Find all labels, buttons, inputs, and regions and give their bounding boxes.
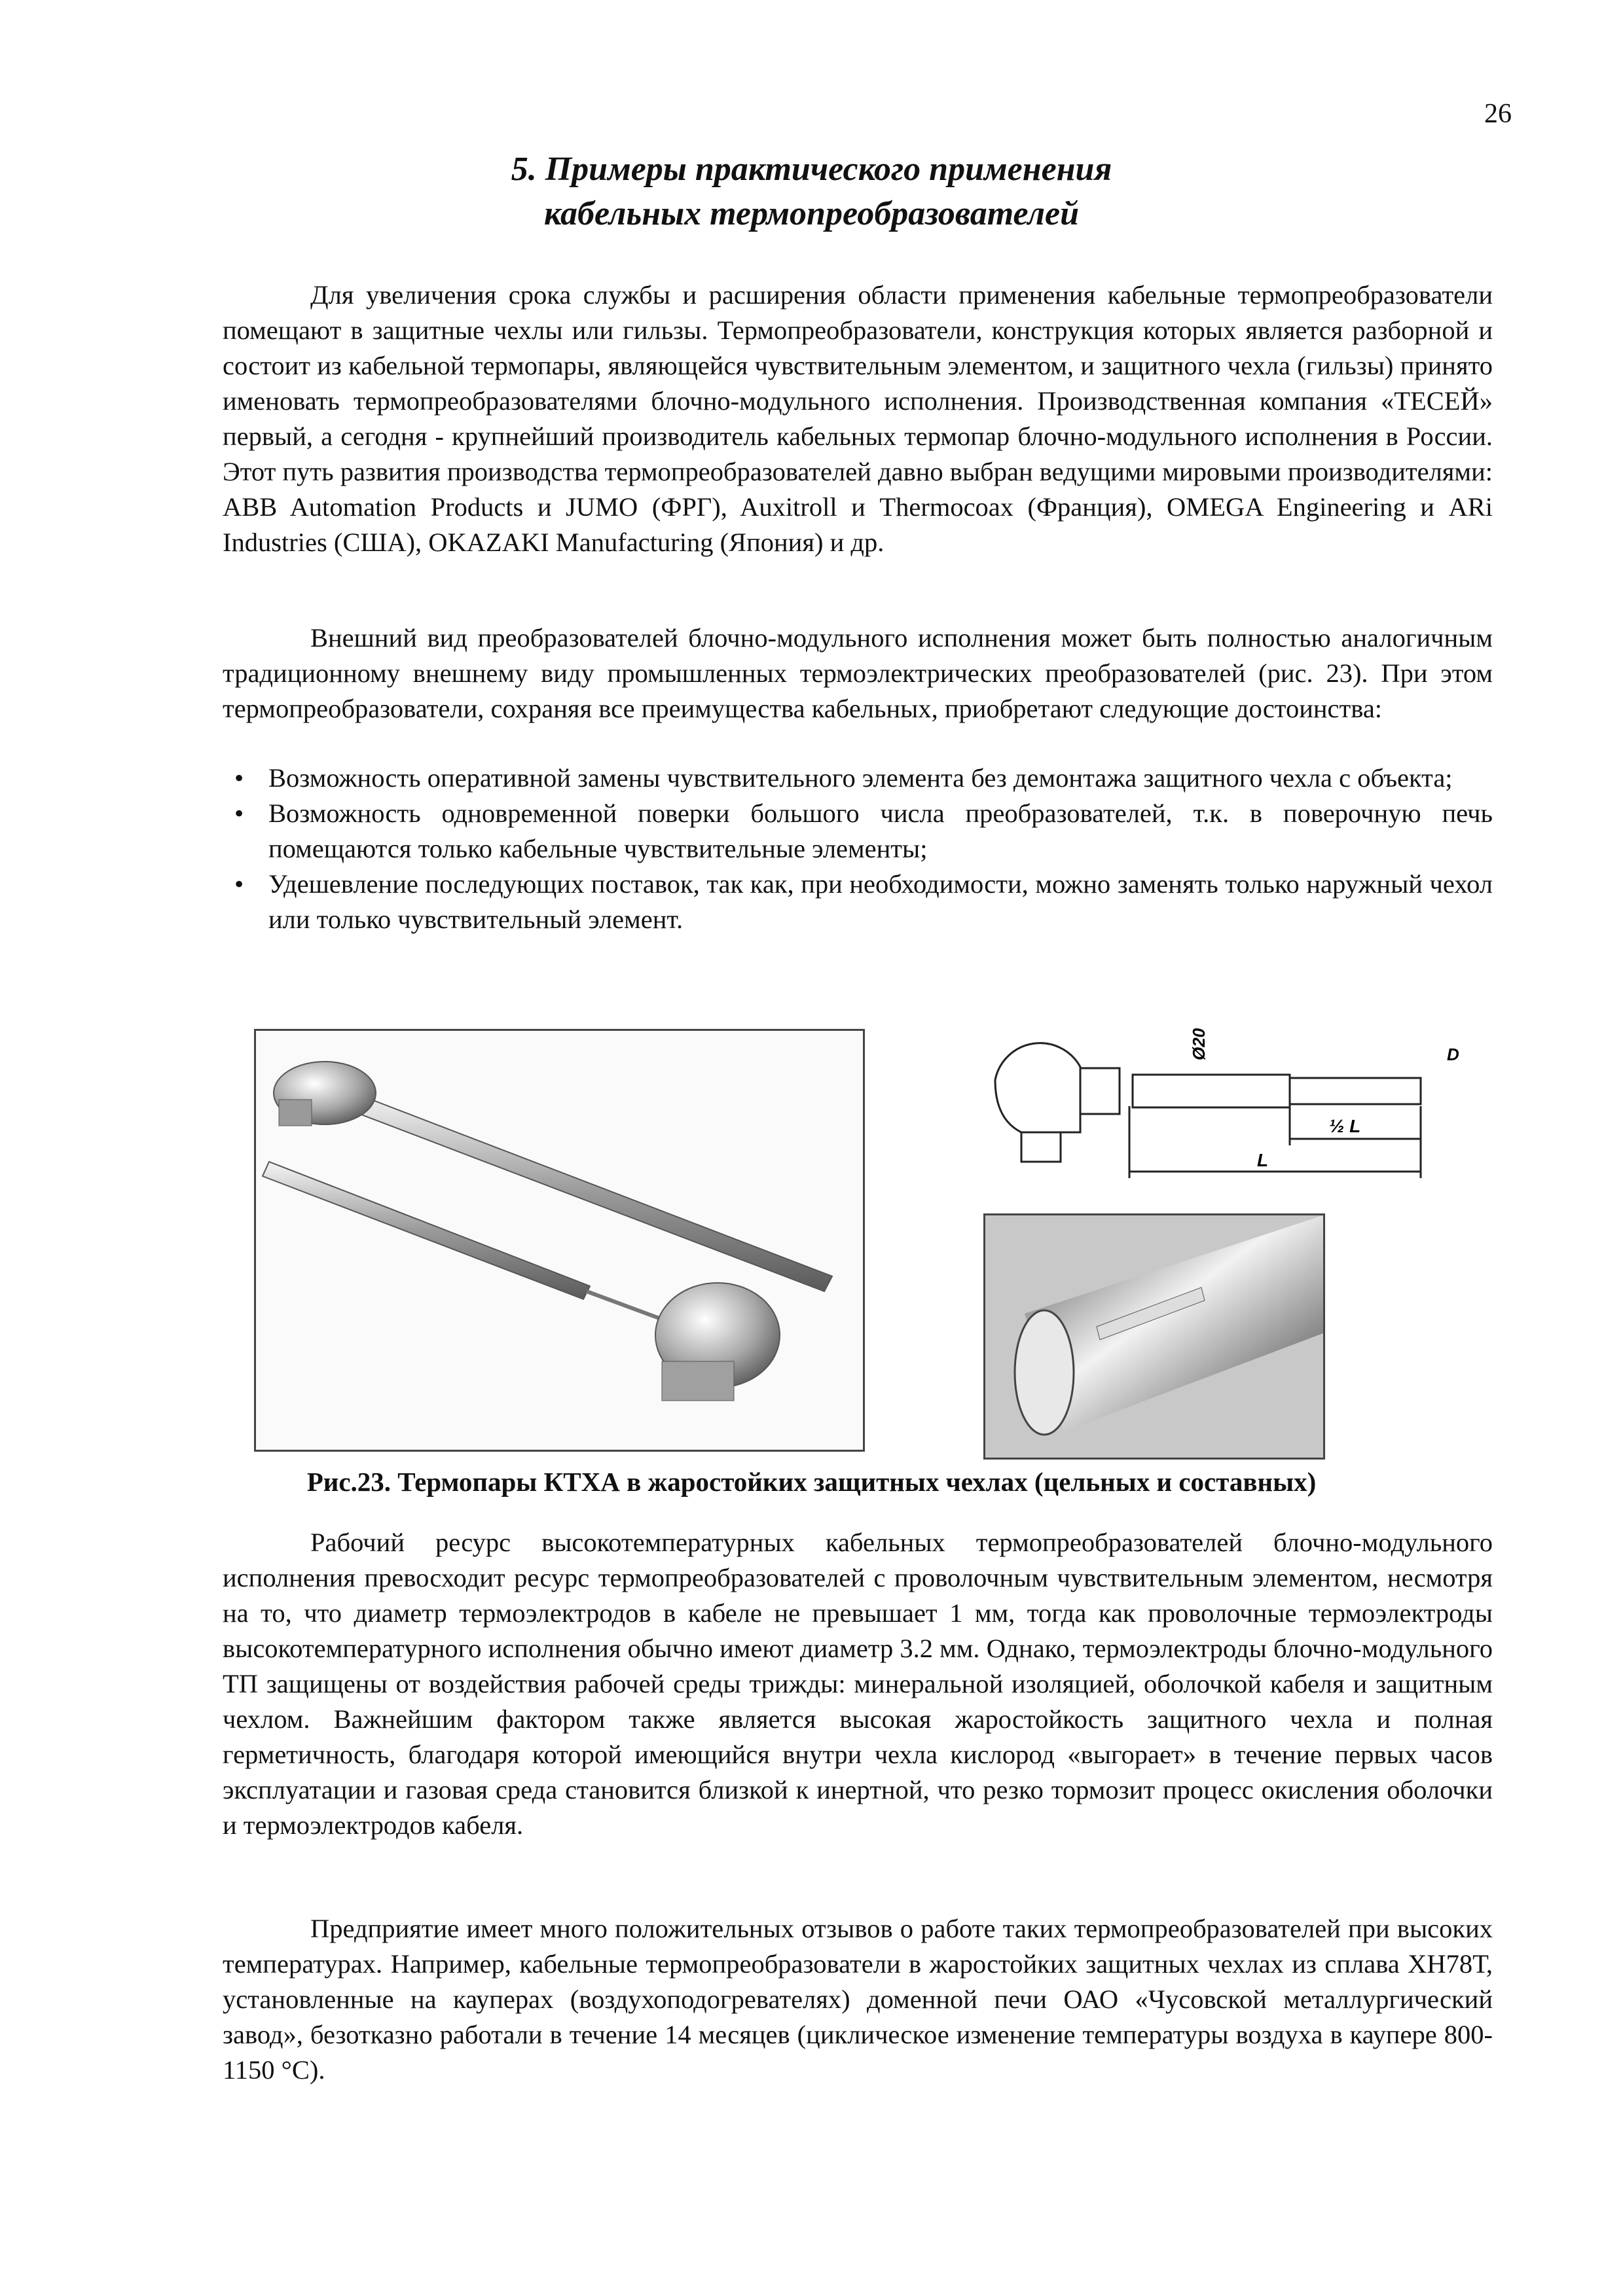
technical-drawing bbox=[982, 1021, 1467, 1204]
list-item bbox=[223, 761, 1493, 796]
drawing-head bbox=[995, 1043, 1080, 1132]
drawing-fitting bbox=[1080, 1068, 1120, 1114]
probe-tip-photo bbox=[983, 1213, 1325, 1460]
list-item-text: Возможность оперативной замены чувствительного элемента без демонтажа защитного чехла с объекта; bbox=[268, 763, 1453, 793]
list-item bbox=[223, 867, 1493, 937]
drawing-label-half-l: ½ L bbox=[1329, 1116, 1361, 1136]
thermocouple-illustration bbox=[256, 1031, 863, 1450]
drawing-base bbox=[1021, 1132, 1061, 1162]
list-item-text: Возможность одновременной поверки большого числа преобразователей, т.к. в поверочную печь помещаются только кабельные чувствительные элементы; bbox=[268, 798, 1493, 863]
list-item-text: Удешевление последующих поставок, так как, при необходимости, можно заменять только наружный чехол или только чувствительный элемент. bbox=[268, 869, 1493, 934]
paragraph-service-life: Рабочий ресурс высокотемпературных кабельных термопреобразователей блочно-модульного исполнения превосходит ресурс термопреобразователей с проволочным чувствительным элементом, несмотря на то, что диаметр термоэлектродов в кабеле не превышает 1 мм, тогда как проволочные термоэлектроды высокотемпературного исполнения обычно имеют диаметр 3.2 мм. Однако, термоэлектроды блочно-модульного ТП защищены от воздействия рабочей среды трижды: минеральной изоляцией, оболочкой кабеля и защитным чехлом. Важнейшим фактором также является высокая жаростойкость защитного чехла и полная герметичность, благодаря которой имеющийся внутри чехла кислород «выгорает» в течение первых часов эксплуатации и газовая среда становится близкой к инертной, что резко тормозит процесс окисления оболочки и термоэлектродов кабеля. bbox=[223, 1528, 1493, 1840]
bullet-icon: • bbox=[234, 763, 244, 793]
section-title-line-1: 5. Примеры практического применения bbox=[511, 151, 1112, 188]
bullet-icon: • bbox=[234, 869, 244, 899]
thermocouple-photo bbox=[254, 1029, 865, 1452]
drawing-label-diameter: Ø20 bbox=[1189, 1028, 1209, 1060]
paragraph-appearance: Внешний вид преобразователей блочно-модульного исполнения может быть полностью аналогичным традиционному внешнему виду промышленных термоэлектрических преобразователей (рис. 23). При этом термопреобразователи, сохраняя все преимущества кабельных, приобретают следующие достоинства: bbox=[223, 623, 1493, 723]
drawing-outer-tube bbox=[1133, 1075, 1290, 1107]
probe-opening bbox=[1015, 1310, 1074, 1435]
page-number: 26 bbox=[1484, 99, 1512, 129]
advantages-list bbox=[223, 761, 1493, 937]
drawing-label-d: D bbox=[1447, 1045, 1459, 1064]
list-item bbox=[223, 796, 1493, 867]
probe-tip-illustration bbox=[985, 1215, 1323, 1458]
section-title-line-2: кабельных термопреобразователей bbox=[543, 195, 1080, 232]
drawing-inner-tube bbox=[1290, 1078, 1421, 1104]
upper-terminal bbox=[279, 1100, 312, 1126]
lower-terminal bbox=[662, 1361, 734, 1401]
paragraph-feedback: Предприятие имеет много положительных отзывов о работе таких термопреобразователей при высоких температурах. Например, кабельные термопреобразователи в жаростойких защитных чехлах из сплава ХН78Т, установленные на кауперах (воздухоподогревателях) доменной печи ОАО «Чусовской металлургический завод», безотказно работали в течение 14 месяцев (циклическое изменение температуры воздуха в каупере 800-1150 °С). bbox=[223, 1914, 1493, 2085]
paragraph-intro: Для увеличения срока службы и расширения области применения кабельные термопреобразователи помещают в защитные чехлы или гильзы. Термопреобразователи, конструкция которых является разборной и состоит из кабельной термопары, являющейся чувствительным элементом, и защитного чехла (гильзы) принято именовать термопреобразователями блочно-модульного исполнения. Производственная компания «ТЕСЕЙ» первый, а сегодня - крупнейший производитель кабельных термопар блочно-модульного исполнения в России. Этот путь развития производства термопреобразователей давно выбран ведущими мировыми производителями: ABB Automation Products и JUMO (ФРГ), Auxitroll и Thermocoax (Франция), OMEGA Engineering и ARi Industries (США), OKAZAKI Manufacturing (Япония) и др. bbox=[223, 280, 1493, 557]
bullet-icon: • bbox=[234, 798, 244, 828]
section-title bbox=[0, 147, 1623, 236]
upper-sheath bbox=[348, 1093, 832, 1291]
figure-caption: Рис.23. Термопары КТХА в жаростойких защитных чехлах (цельных и составных) bbox=[306, 1467, 1317, 1497]
drawing-label-l: L bbox=[1257, 1150, 1269, 1170]
